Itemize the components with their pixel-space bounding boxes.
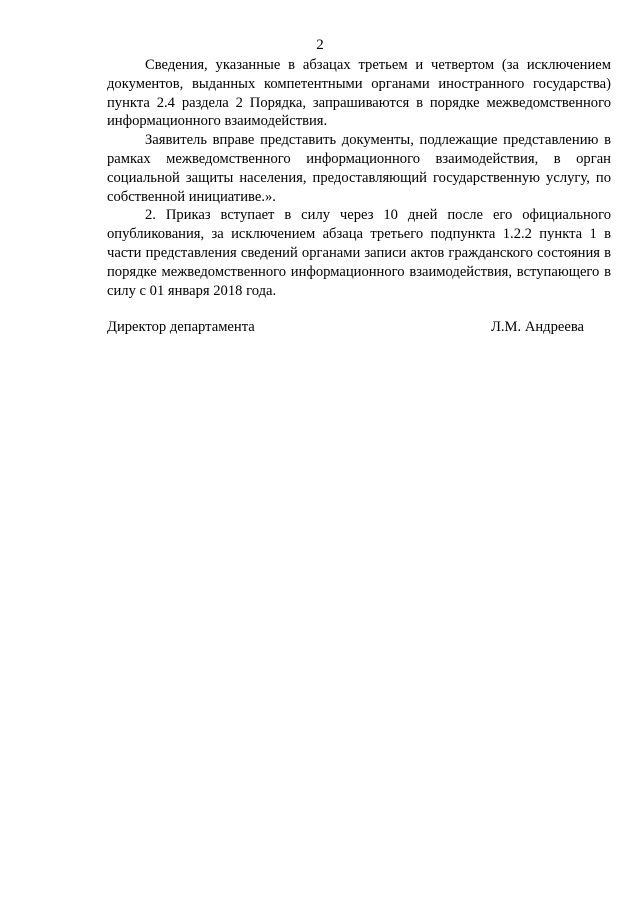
page-number: 2 (316, 37, 324, 53)
paragraph-effective-date: 2. Приказ вступает в силу через 10 дней после его официального опубликования, за исключением абзаца третьего подпункта 1.2.2 пункта 1 в части представления сведений органами записи актов гражданского состояния в порядке межведомственного информационного взаимодействия, вступающего в силу с 01 января 2018 года. (107, 207, 611, 299)
signatory-name: Л.М. Андреева (491, 319, 585, 335)
document-body (107, 56, 611, 300)
paragraph-applicant-right: Заявитель вправе представить документы, подлежащие представлению в рамках межведомственного информационного взаимодействия, в орган социальной защиты населения, предоставляющий государственную услугу, по собственной инициативе.». (107, 132, 611, 205)
paragraph-information-request: Сведения, указанные в абзацах третьем и четвертом (за исключением документов, выданных компетентными органами иностранного государства) пункта 2.4 раздела 2 Порядка, запрашиваются в порядке межведомственного информационного взаимодействия. (107, 57, 611, 130)
signatory-position: Директор департамента (107, 319, 255, 335)
